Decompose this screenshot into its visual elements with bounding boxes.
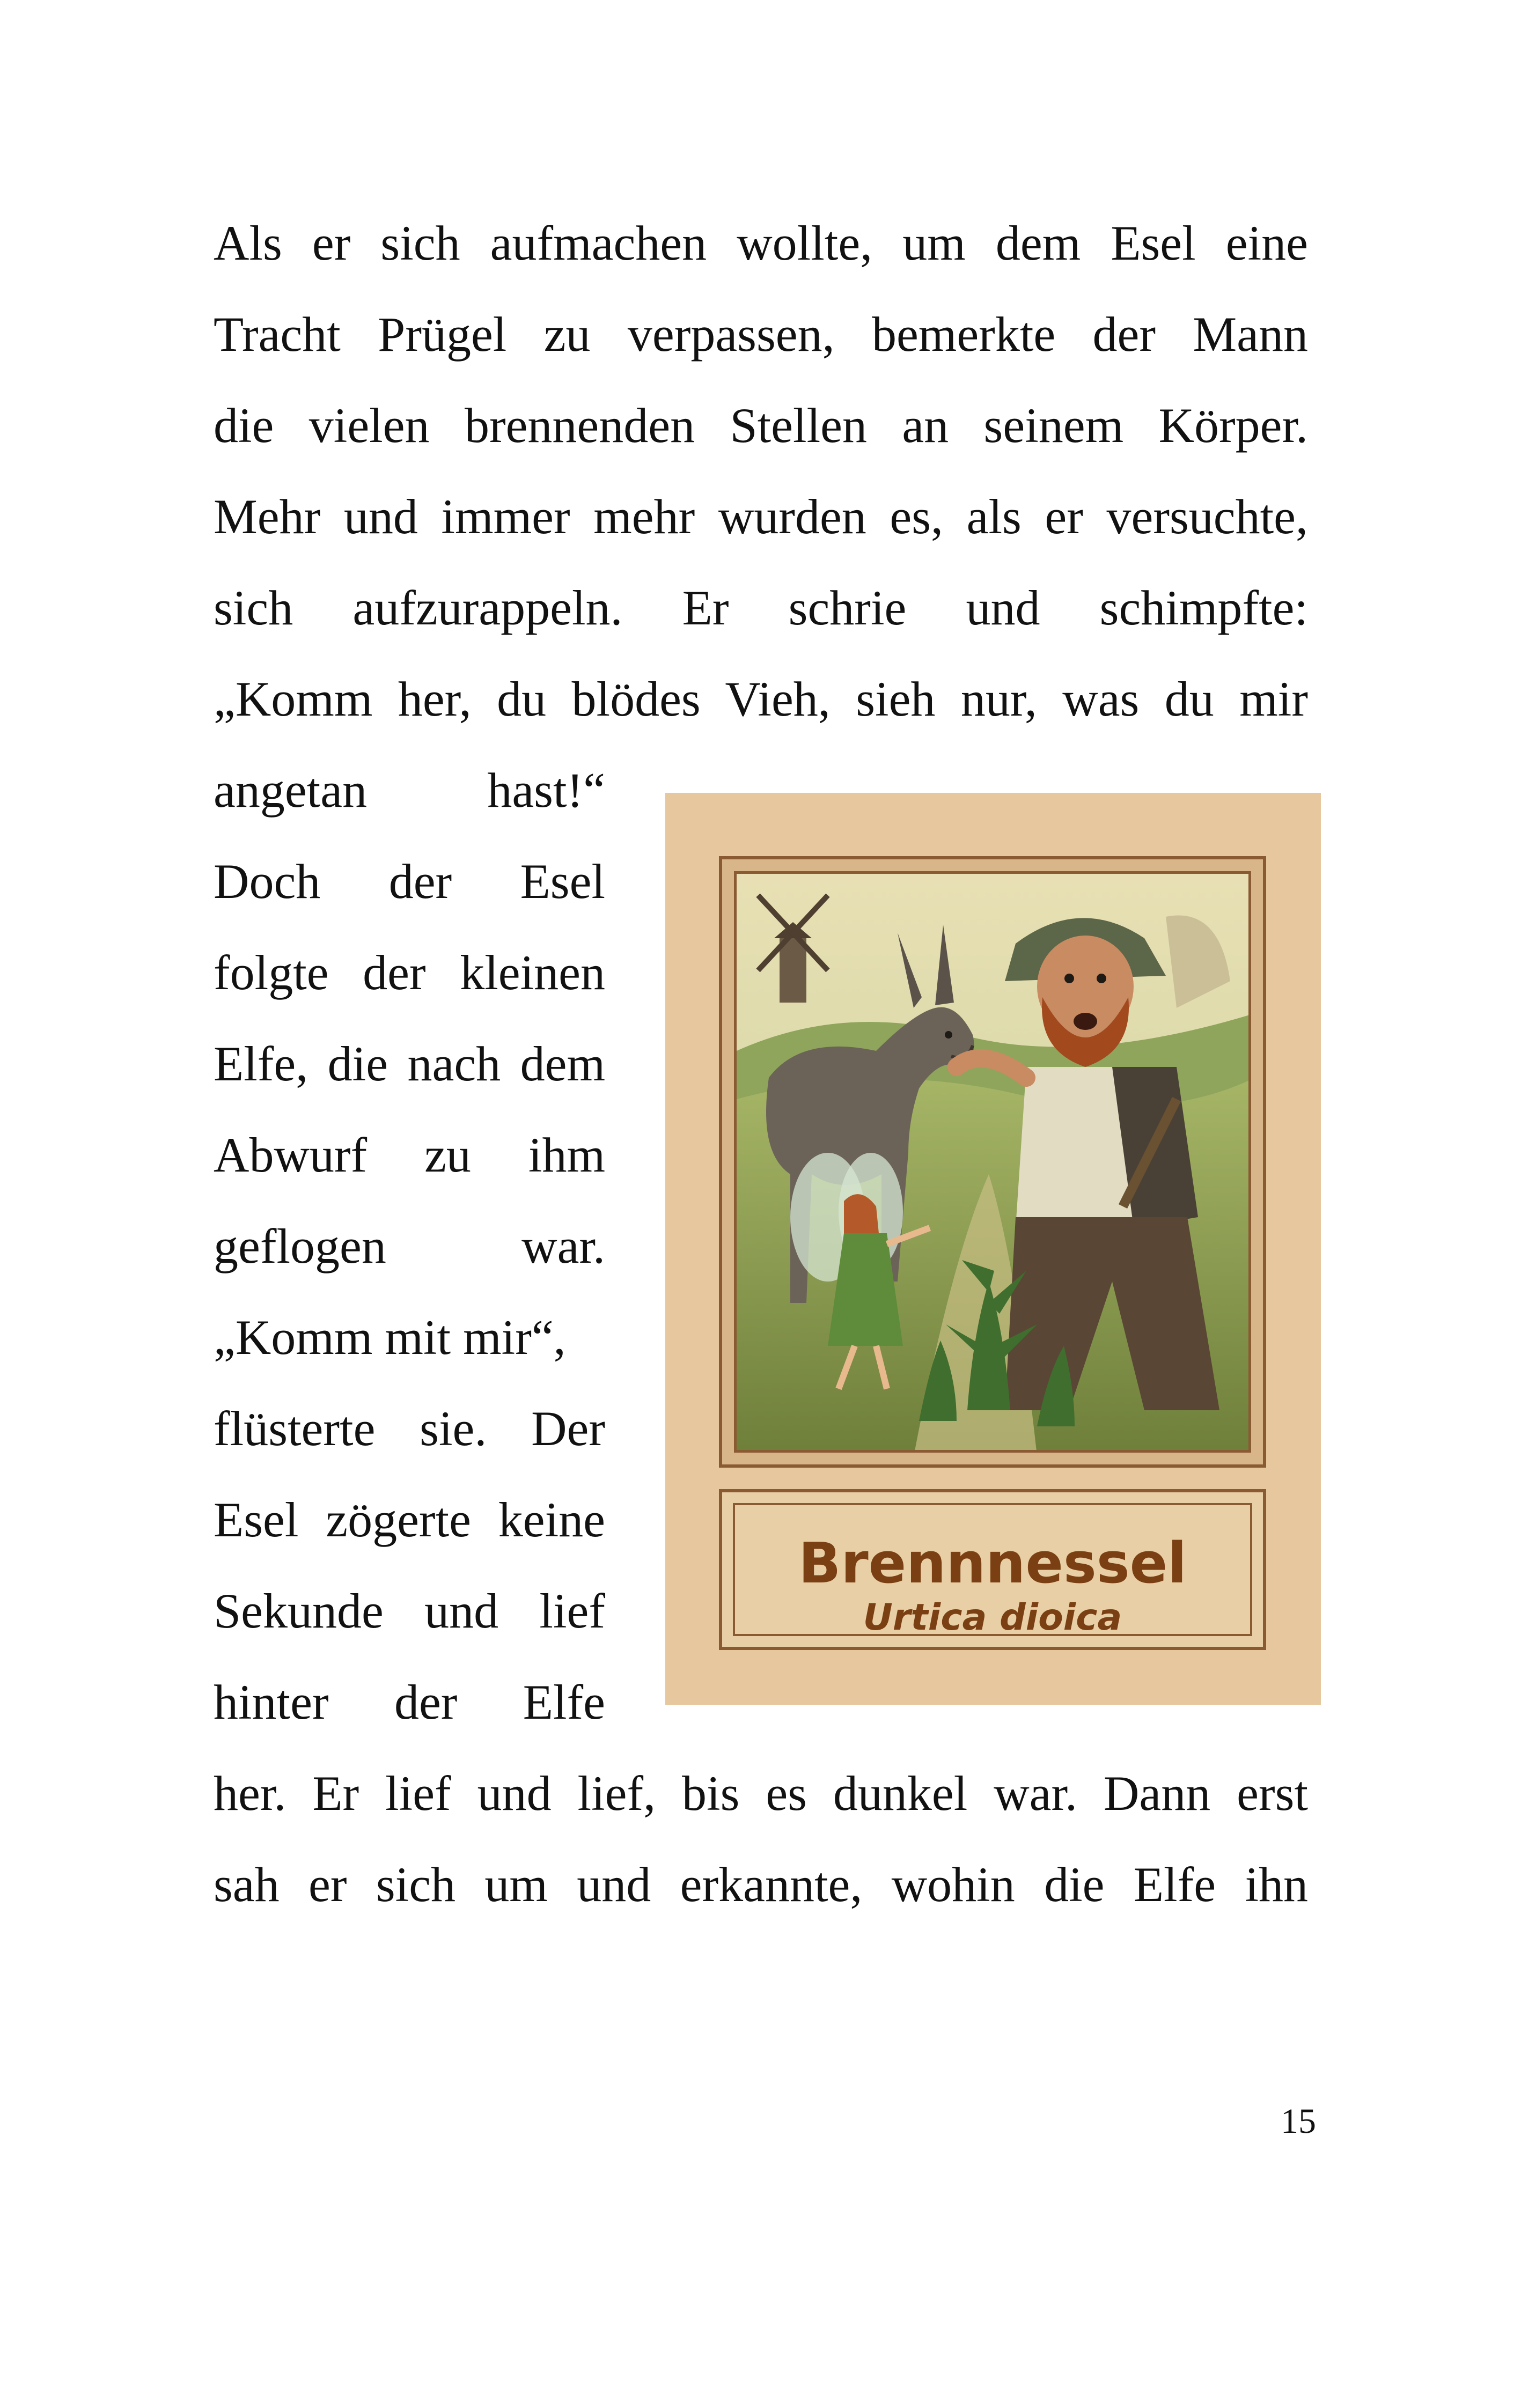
illustration-scene <box>734 871 1251 1453</box>
text-line: „Komm mit mir“, <box>214 1310 566 1365</box>
plant-common-name: Brennnessel <box>798 1530 1187 1596</box>
text-line: her. Er lief und lief, bis es dunkel war. Dann erst <box>214 1766 1308 1821</box>
text-line: folgte der kleinen <box>214 945 605 1000</box>
text-line: Als er sich aufmachen wollte, um dem Esel eine <box>214 216 1308 270</box>
text-line: sah er sich um und erkannte, wohin die Elfe ihn <box>214 1857 1308 1912</box>
plant-label-inner <box>733 1503 1252 1639</box>
text-line: sich aufzurappeln. Er schrie und schimpfte: <box>214 580 1308 635</box>
text-line: Elfe, die nach dem <box>214 1036 605 1091</box>
text-line: Doch der Esel <box>214 854 605 909</box>
text-line: angetan hast!“ <box>214 763 605 818</box>
text-line: „Komm her, du blödes Vieh, sieh nur, was du mir <box>214 672 1308 726</box>
text-line: die vielen brennenden Stellen an seinem Körper. <box>214 398 1308 453</box>
text-line: Mehr und immer mehr wurden es, als er versuchte, <box>214 489 1308 544</box>
text-line: Esel zögerte keine <box>214 1492 605 1547</box>
plant-label <box>719 1489 1266 1650</box>
text-line: Sekunde und lief <box>214 1584 605 1638</box>
text-line: Tracht Prügel zu verpassen, bemerkte der Mann <box>214 307 1308 362</box>
plant-illustration-plate <box>665 793 1321 1705</box>
page-number: 15 <box>1281 2102 1316 2141</box>
text-line: flüsterte sie. Der <box>214 1401 605 1456</box>
plant-latin-name: Urtica dioica <box>863 1596 1122 1639</box>
text-line: hinter der Elfe <box>214 1675 605 1729</box>
illustration-frame <box>719 856 1266 1468</box>
text-line: geflogen war. <box>214 1219 605 1273</box>
text-line: Abwurf zu ihm <box>214 1128 605 1182</box>
